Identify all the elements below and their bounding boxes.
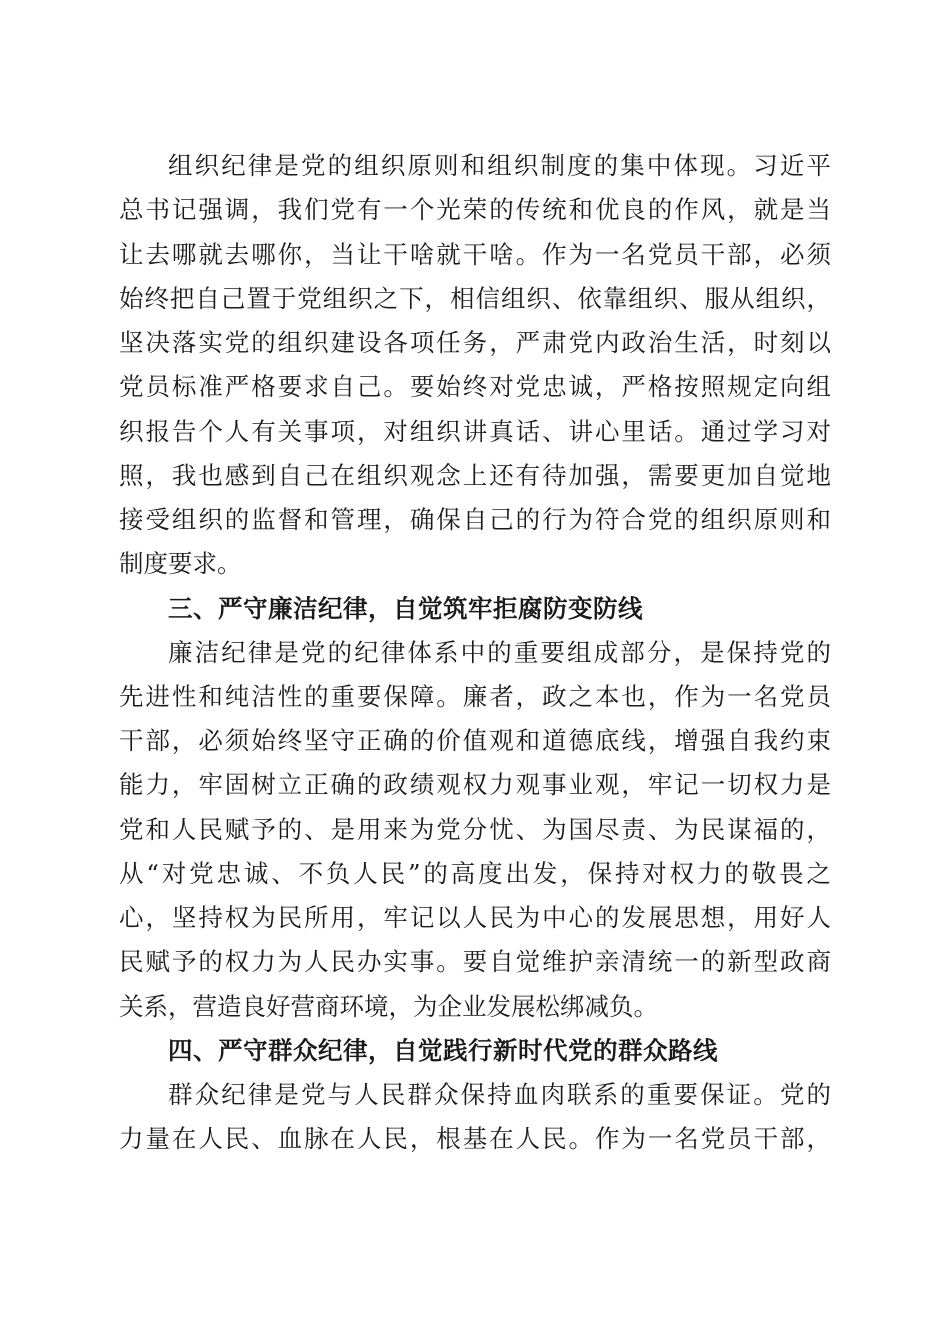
section-heading-4: 四、严守群众纪律，自觉践行新时代党的群众路线: [168, 1036, 718, 1065]
paragraph-2-line-7: 心，坚持权为民所用，牢记以人民为中心的发展思想，用好人: [119, 903, 831, 932]
paragraph-1-line-9: 接受组织的监督和管理，确保自己的行为符合党的组织原则和: [119, 505, 831, 534]
paragraph-2-line-5: 党和人民赋予的、是用来为党分忧、为国尽责、为民谋福的，: [119, 815, 831, 844]
paragraph-2-line-2: 先进性和纯洁性的重要保障。廉者，政之本也，作为一名党员: [119, 682, 831, 711]
paragraph-2-line-6: 从“对党忠诚、不负人民”的高度出发，保持对权力的敬畏之: [119, 859, 831, 888]
paragraph-1-line-6: 党员标准严格要求自己。要始终对党忠诚，严格按照规定向组: [119, 372, 831, 401]
paragraph-1-line-5: 坚决落实党的组织建设各项任务，严肃党内政治生活，时刻以: [119, 328, 831, 357]
paragraph-1-line-4: 始终把自己置于党组织之下，相信组织、依靠组织、服从组织，: [119, 284, 831, 313]
paragraph-2-line-9: 关系，营造良好营商环境，为企业发展松绑减负。: [119, 992, 658, 1021]
paragraph-1-line-1: 组织纪律是党的组织原则和组织制度的集中体现。习近平: [168, 151, 831, 180]
paragraph-2-line-4: 能力，牢固树立正确的政绩观权力观事业观，牢记一切权力是: [119, 770, 831, 799]
paragraph-1-line-3: 让去哪就去哪你，当让干啥就干啥。作为一名党员干部，必须: [119, 240, 831, 269]
paragraph-1-line-8: 照，我也感到自己在组织观念上还有待加强，需要更加自觉地: [119, 461, 831, 490]
paragraph-2-line-8: 民赋予的权力为人民办实事。要自觉维护亲清统一的新型政商: [119, 947, 831, 976]
paragraph-1-line-10: 制度要求。: [119, 549, 242, 578]
paragraph-1-line-2: 总书记强调，我们党有一个光荣的传统和优良的作风，就是当: [119, 195, 831, 224]
paragraph-3-line-1: 群众纪律是党与人民群众保持血肉联系的重要保证。党的: [168, 1080, 831, 1109]
section-heading-3: 三、严守廉洁纪律，自觉筑牢拒腐防变防线: [168, 594, 643, 623]
paragraph-3-line-2: 力量在人民、血脉在人民，根基在人民。作为一名党员干部，: [119, 1124, 831, 1153]
paragraph-2-line-3: 干部，必须始终坚守正确的价值观和道德底线，增强自我约束: [119, 726, 831, 755]
paragraph-1-line-7: 织报告个人有关事项，对组织讲真话、讲心里话。通过学习对: [119, 417, 831, 446]
paragraph-2-line-1: 廉洁纪律是党的纪律体系中的重要组成部分，是保持党的: [168, 638, 831, 667]
